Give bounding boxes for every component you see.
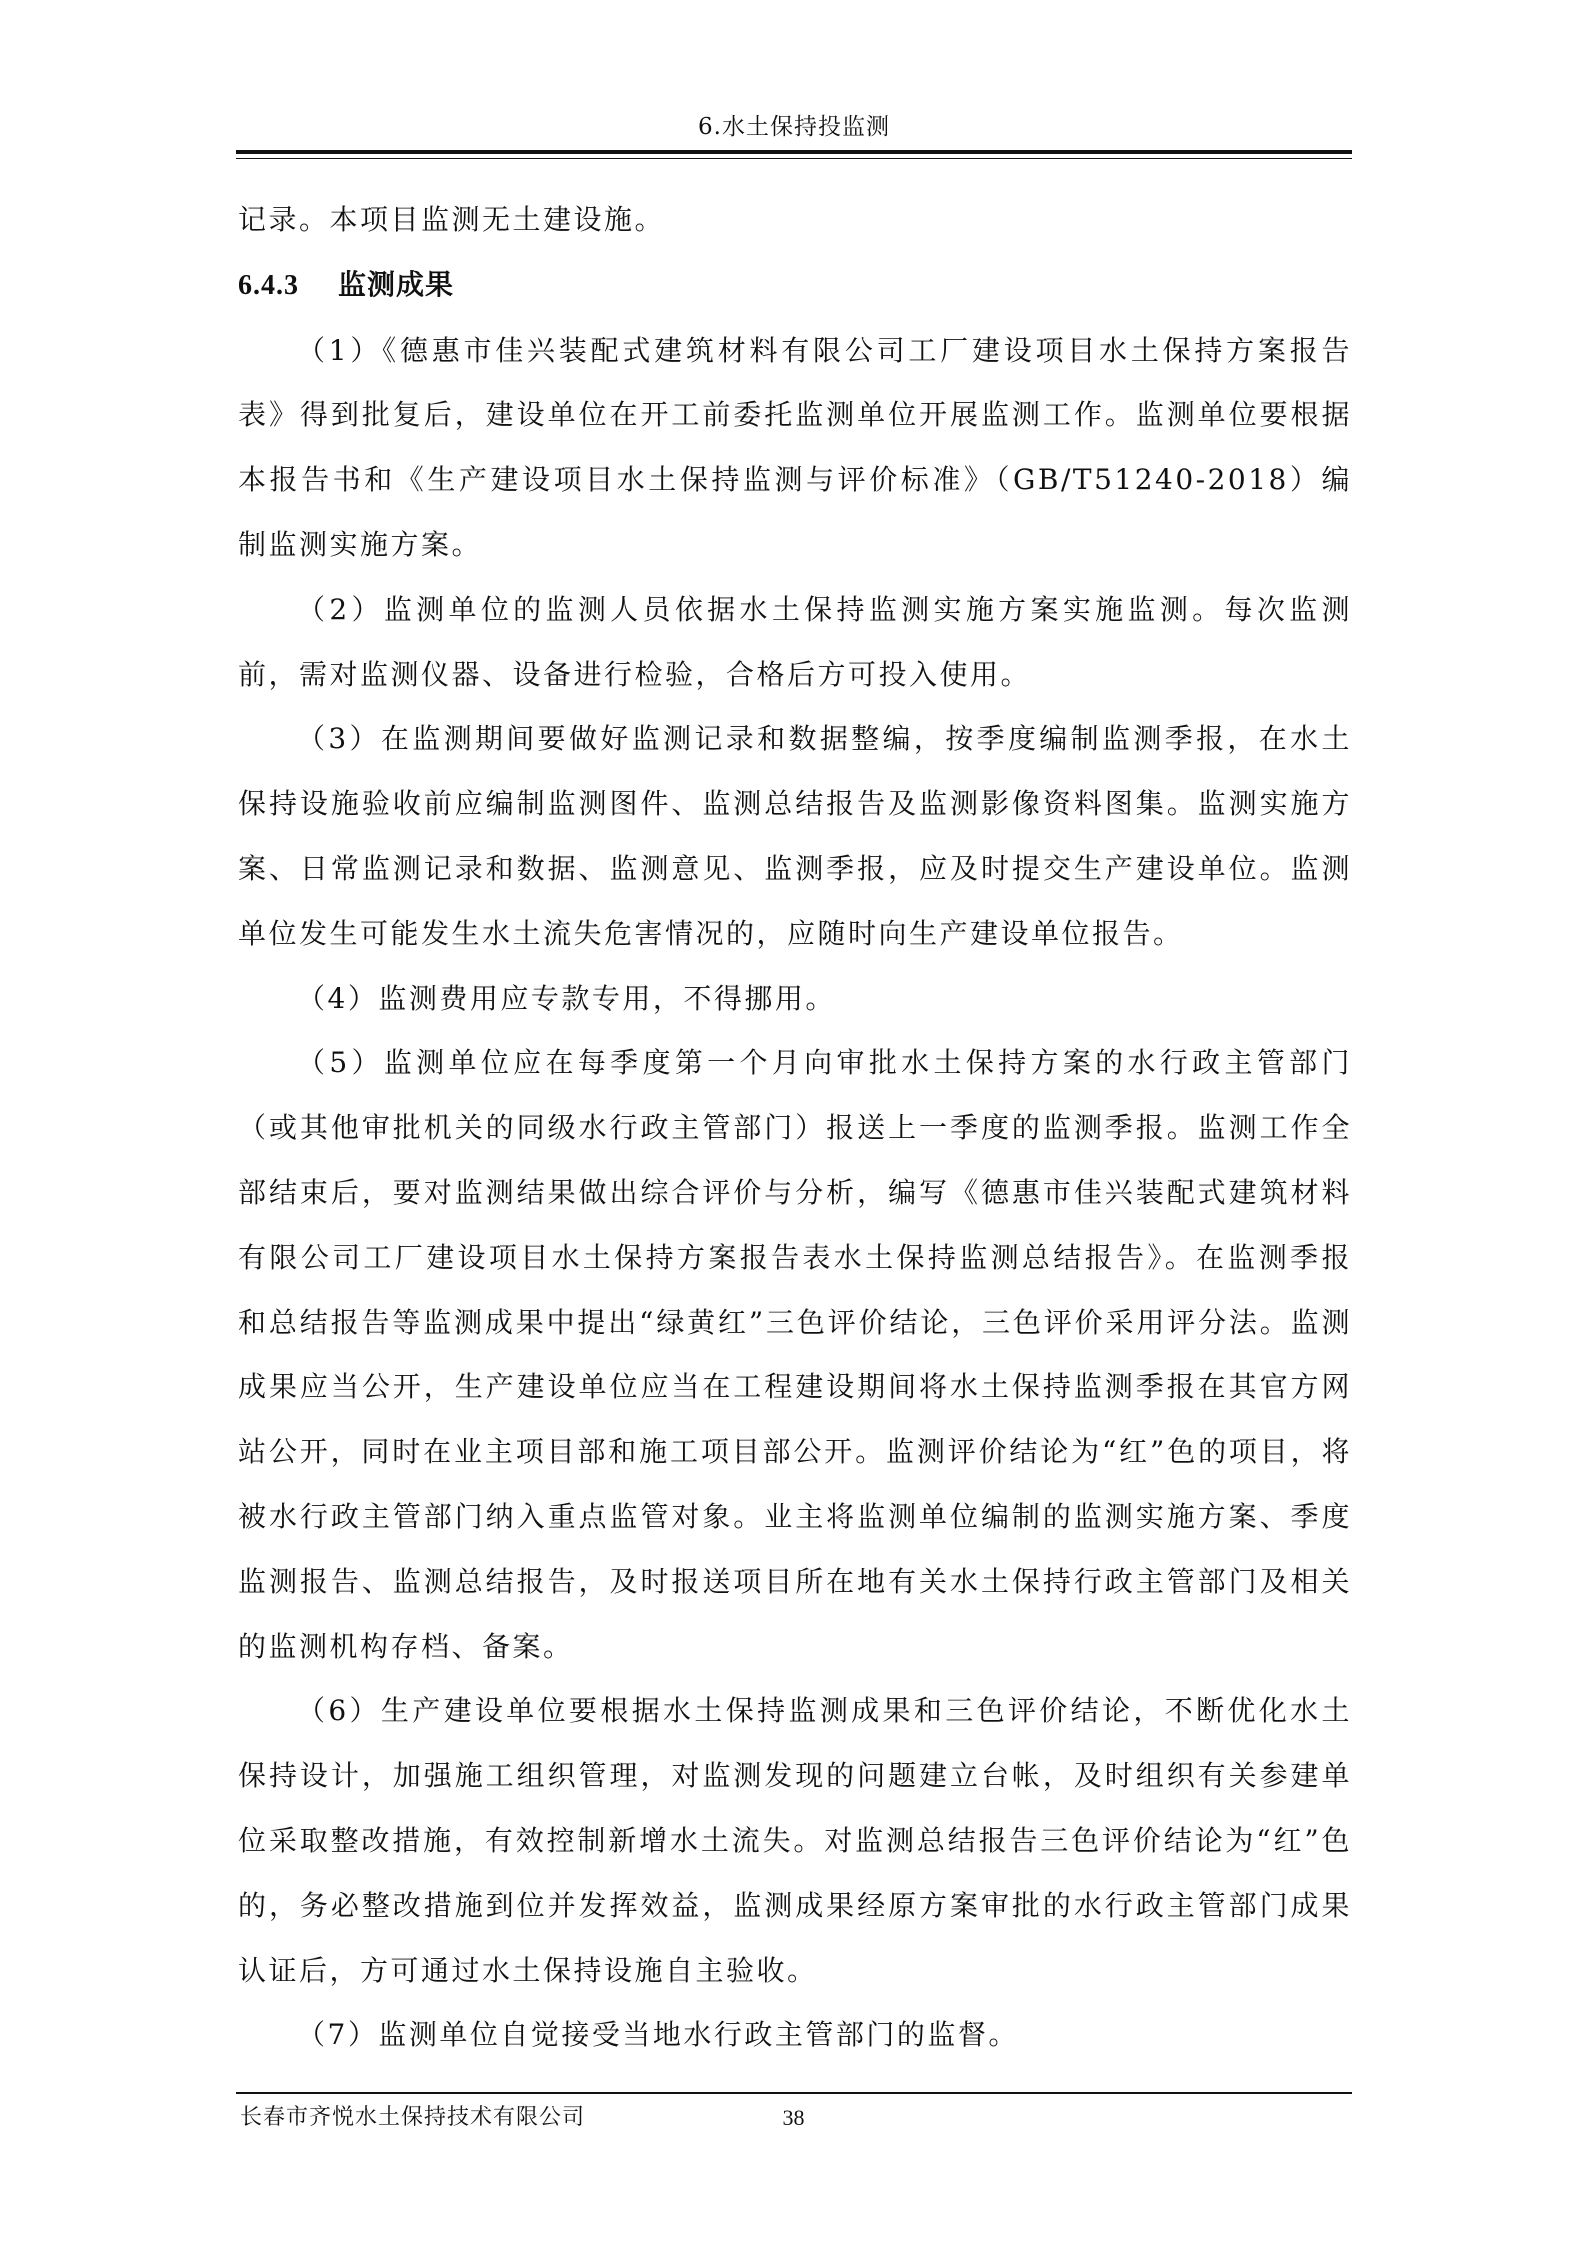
footer-rule <box>236 2092 1352 2094</box>
paragraph-5: （5）监测单位应在每季度第一个月向审批水土保持方案的水行政主管部门（或其他审批机关的同级水行政主管部门）报送上一季度的监测季报。监测工作全部结束后，要对监测结果做出综合评价与分析，编写《德惠市佳兴装配式建筑材料有限公司工厂建设项目水土保持方案报告表水土保持监测总结报告》。在监测季报和总结报告等监测成果中提出“绿黄红”三色评价结论，三色评价采用评分法。监测成果应当公开，生产建设单位应当在工程建设期间将水土保持监测季报在其官方网站公开，同时在业主项目部和施工项目部公开。监测评价结论为“红”色的项目，将被水行政主管部门纳入重点监管对象。业主将监测单位编制的监测实施方案、季度监测报告、监测总结报告，及时报送项目所在地有关水土保持行政主管部门及相关的监测机构存档、备案。 <box>238 1046 1352 1663</box>
running-header: 6.水土保持投监测 <box>698 114 890 140</box>
header-rule-thin <box>236 158 1352 159</box>
paragraph-7: （7）监测单位自觉接受当地水行政主管部门的监督。 <box>297 2018 1019 2052</box>
section-title: 监测成果 <box>338 267 455 301</box>
body-text <box>238 188 1352 2068</box>
section-number: 6.4.3 <box>238 269 299 301</box>
paragraph-3: （3）在监测期间要做好监测记录和数据整编，按季度编制监测季报，在水土保持设施验收前应编制监测图件、监测总结报告及监测影像资料图集。监测实施方案、日常监测记录和数据、监测意见、监测季报，应及时提交生产建设单位。监测单位发生可能发生水土流失危害情况的，应随时向生产建设单位报告。 <box>238 722 1352 950</box>
paragraph-4: （4）监测费用应专款专用，不得挪用。 <box>297 981 836 1015</box>
page-number: 38 <box>782 2105 805 2130</box>
footer-company: 长春市齐悦水土保持技术有限公司 <box>240 2105 586 2130</box>
intro-line: 记录。本项目监测无土建设施。 <box>238 203 666 236</box>
header-rule-thick <box>236 150 1352 154</box>
paragraph-2: （2）监测单位的监测人员依据水土保持监测实施方案实施监测。每次监测前，需对监测仪器、设备进行检验，合格后方可投入使用。 <box>238 592 1352 691</box>
paragraph-6: （6）生产建设单位要根据水土保持监测成果和三色评价结论，不断优化水土保持设计，加强施工组织管理，对监测发现的问题建立台帐，及时组织有关参建单位采取整改措施，有效控制新增水土流失。对监测总结报告三色评价结论为“红”色的，务必整改措施到位并发挥效益，监测成果经原方案审批的水行政主管部门成果认证后，方可通过水土保持设施自主验收。 <box>238 1694 1352 1987</box>
section-heading <box>238 253 1352 319</box>
paragraph-1: （1）《德惠市佳兴装配式建筑材料有限公司工厂建设项目水土保持方案报告表》得到批复后，建设单位在开工前委托监测单位开展监测工作。监测单位要根据本报告书和《生产建设项目水土保持监测与评价标准》（GB/T51240-2018）编制监测实施方案。 <box>238 333 1352 561</box>
